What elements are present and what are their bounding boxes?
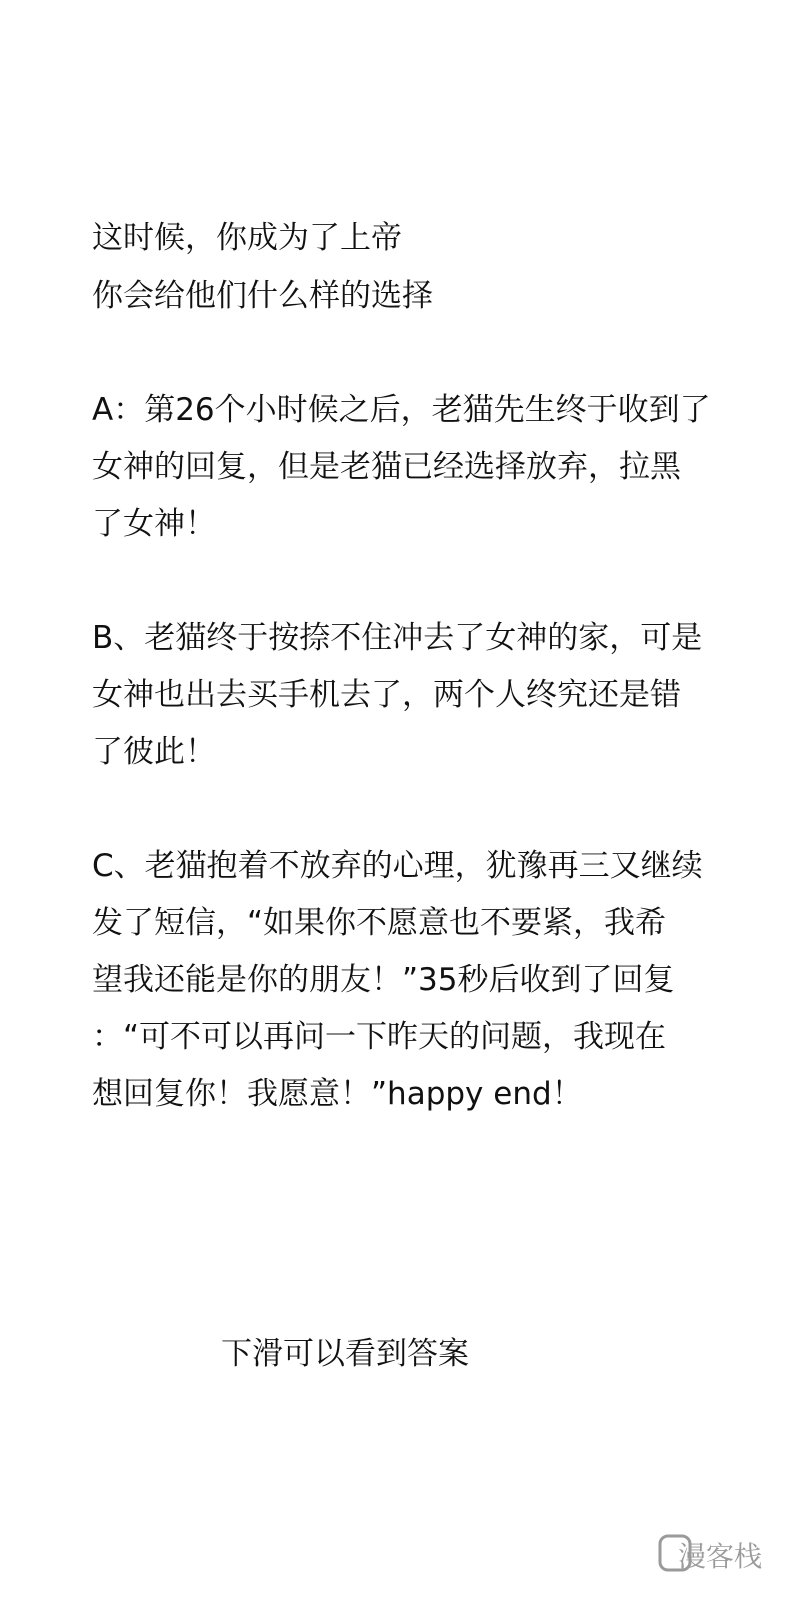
option-c-line: 发了短信，“如果你不愿意也不要紧，我希: [92, 905, 667, 941]
option-b-line: 女神也出去买手机去了，两个人终究还是错: [92, 677, 681, 713]
option-c-line: 想回复你！我愿意！”happy end！: [92, 1076, 583, 1112]
svg-text:漫客栈: 漫客栈: [677, 1540, 763, 1573]
scroll-hint: 下滑可以看到答案: [221, 1336, 469, 1372]
intro-line: 你会给他们什么样的选择: [92, 278, 433, 314]
option-c-line: C、老猫抱着不放弃的心理，犹豫再三又继续: [92, 848, 703, 884]
option-c-line: ：“可不可以再问一下昨天的问题，我现在: [92, 1019, 667, 1055]
option-a-line: 了女神！: [92, 506, 216, 542]
watermark-logo: [658, 1528, 780, 1580]
option-a-line: 女神的回复，但是老猫已经选择放弃，拉黑: [92, 449, 681, 485]
option-b-line: 了彼此！: [92, 734, 216, 770]
option-a-line: A：第26个小时候之后，老猫先生终于收到了: [92, 392, 711, 428]
intro-line: 这时候，你成为了上帝: [92, 220, 402, 256]
option-b-line: B、老猫终于按捺不住冲去了女神的家，可是: [92, 620, 703, 656]
option-c-line: 望我还能是你的朋友！”35秒后收到了回复: [92, 962, 675, 998]
